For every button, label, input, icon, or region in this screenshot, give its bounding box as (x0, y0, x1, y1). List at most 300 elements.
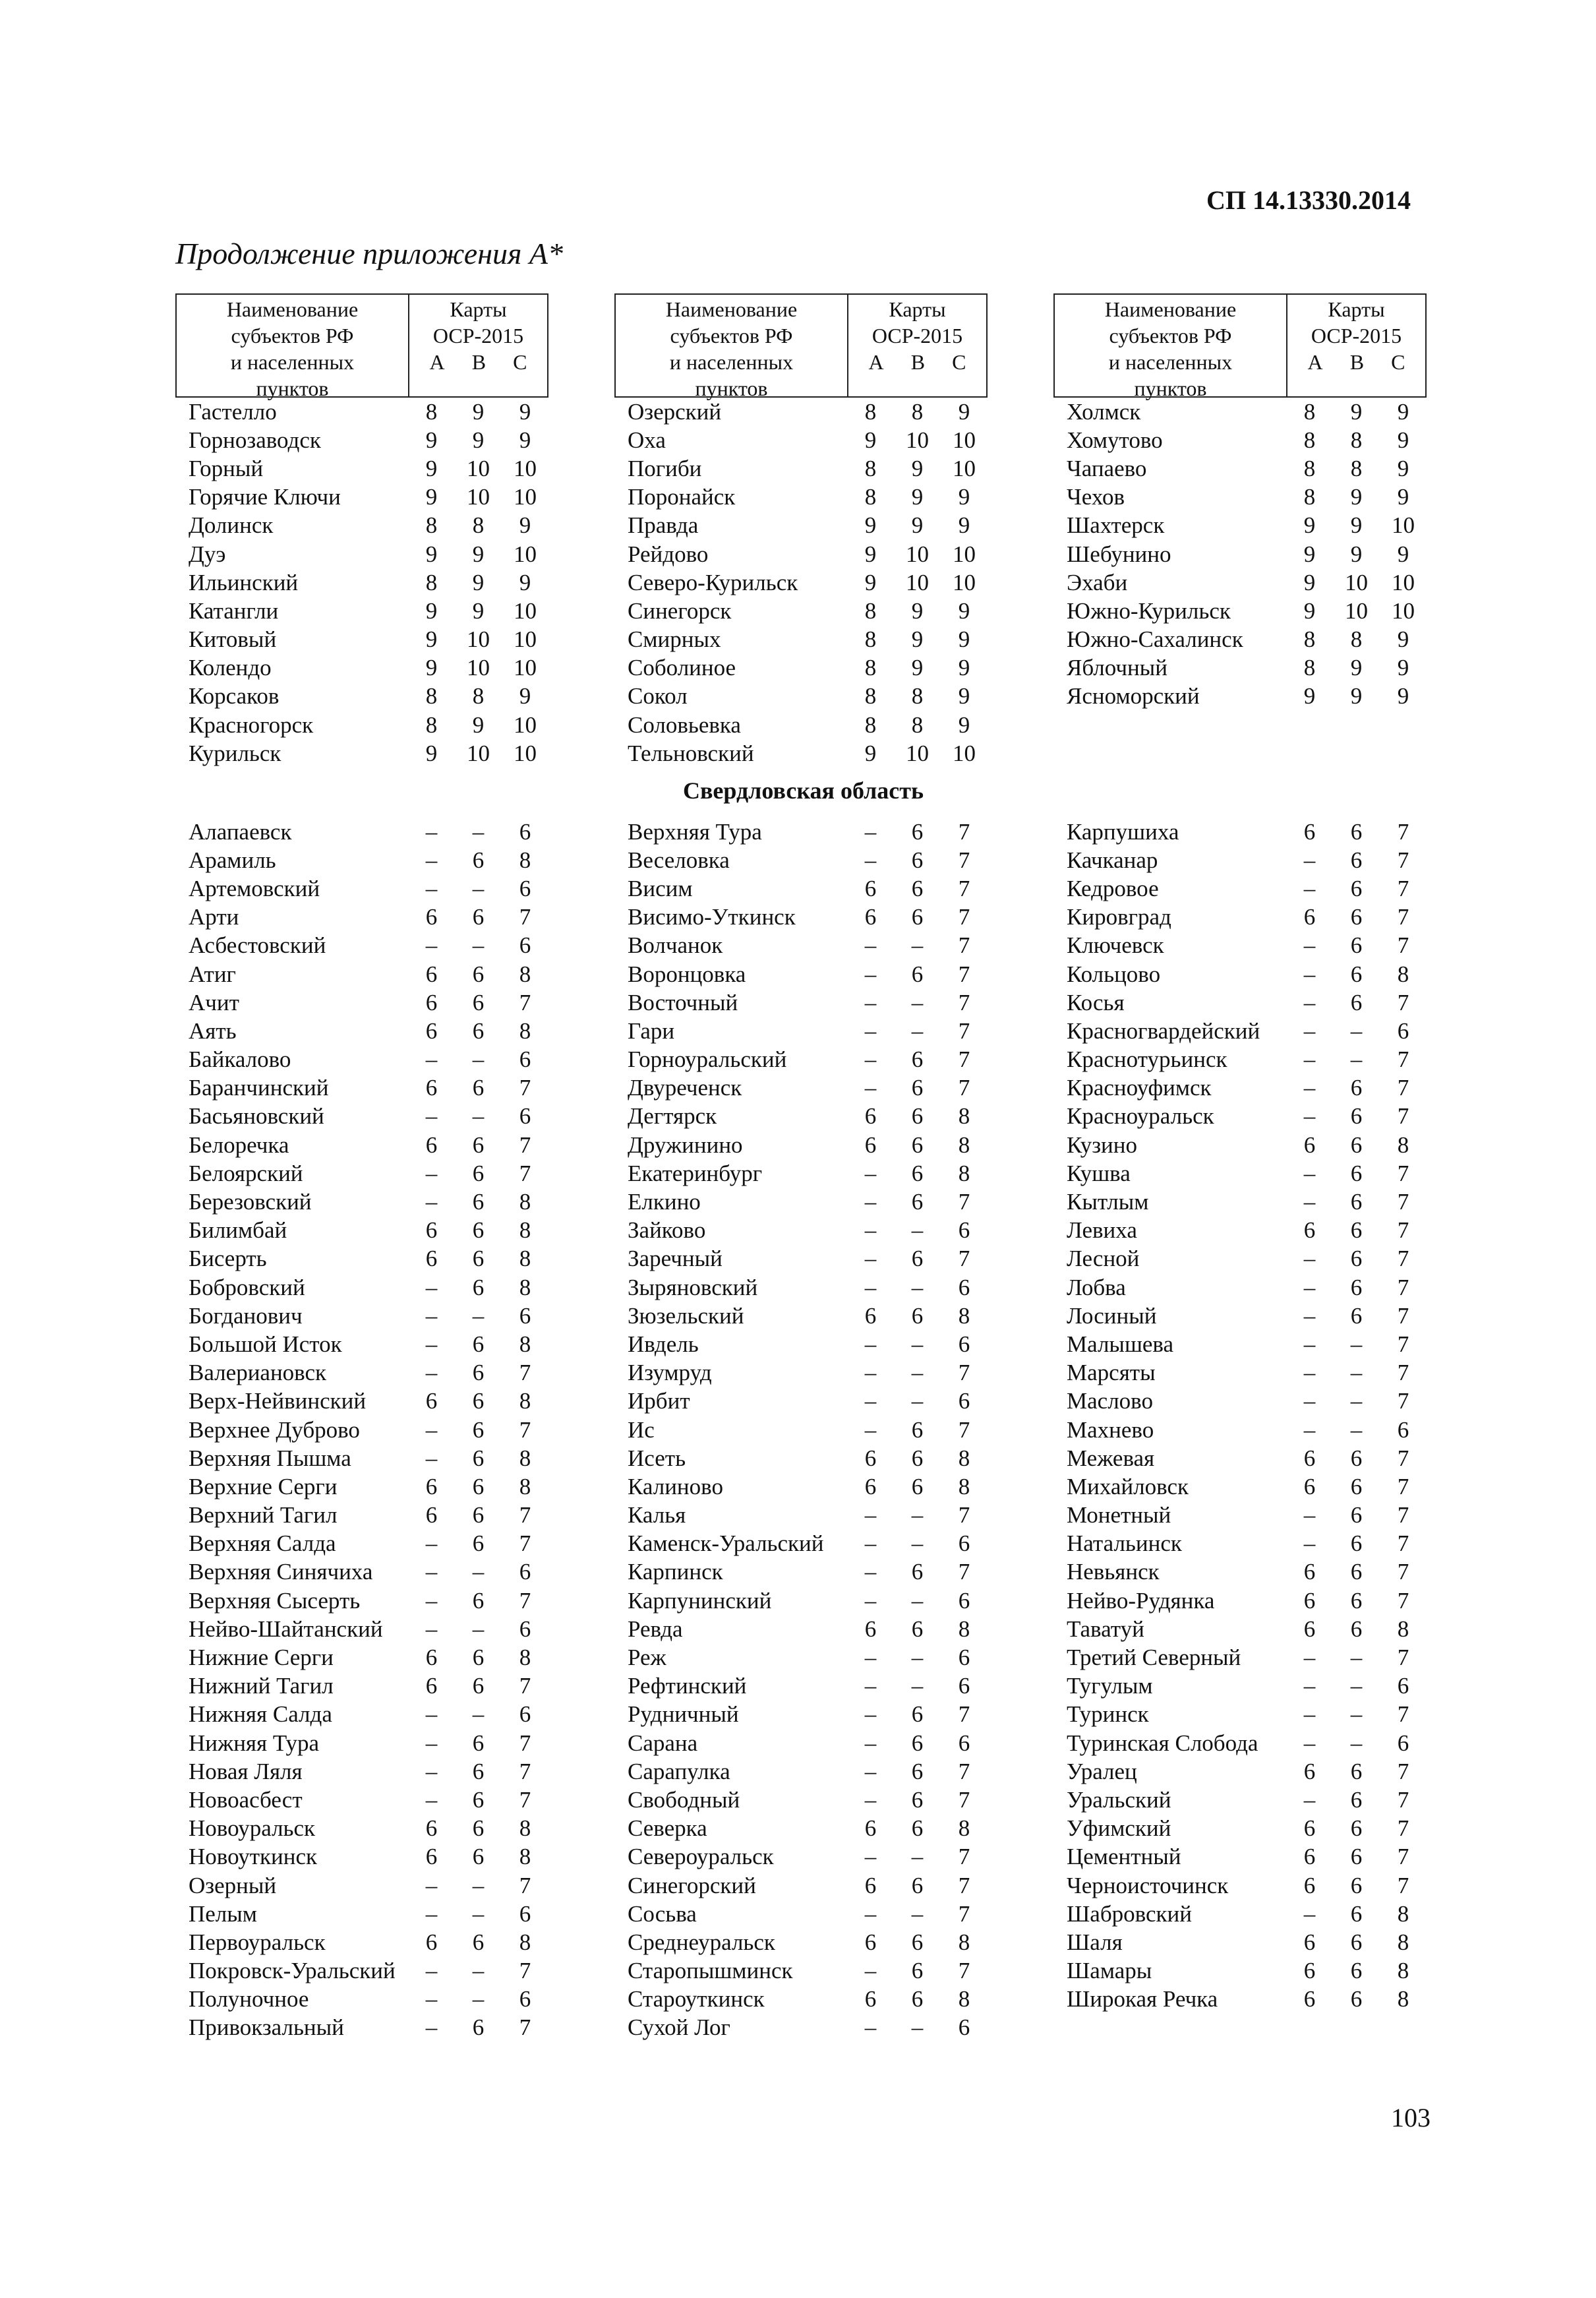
value-a: – (425, 1786, 438, 1813)
value-c: 8 (519, 1844, 531, 1870)
settlement-name: Катангли (189, 597, 279, 624)
table-row (175, 1444, 548, 1472)
table-row (1053, 626, 1427, 654)
header-name-cell (1055, 295, 1287, 400)
value-c: 8 (519, 1645, 531, 1671)
value-c: 6 (519, 1900, 531, 1927)
table-row (1053, 1615, 1427, 1643)
table-row (614, 932, 988, 960)
value-b: 6 (1350, 1075, 1363, 1101)
value-c: 8 (519, 1246, 531, 1272)
value-b: 8 (911, 683, 924, 710)
value-a: – (1303, 961, 1316, 987)
value-a: 6 (864, 1445, 877, 1471)
value-b: – (911, 1331, 924, 1357)
settlement-name: Шамары (1067, 1958, 1152, 1984)
settlement-name: Горячие Ключи (189, 484, 341, 510)
settlement-name: Левиха (1067, 1217, 1137, 1244)
settlement-name: Полуночное (189, 1986, 309, 2012)
settlement-name: Сарана (628, 1730, 698, 1756)
header-name-line: и населенных (230, 350, 355, 374)
settlement-name: Волчанок (628, 932, 723, 959)
settlement-name: Изумруд (628, 1360, 712, 1386)
settlement-name: Верхний Тагил (189, 1502, 338, 1528)
settlement-name: Оха (628, 427, 666, 453)
settlement-name: Старопышминск (628, 1958, 793, 1984)
table-row (175, 1017, 548, 1045)
settlement-name: Чехов (1067, 484, 1125, 510)
value-a: 9 (425, 427, 438, 453)
table-row (175, 483, 548, 512)
value-b: 9 (911, 484, 924, 510)
header-name-line: Наименование (1104, 297, 1237, 321)
settlement-name: Воронцовка (628, 961, 746, 987)
value-c: 8 (958, 1302, 970, 1329)
value-c: 9 (958, 655, 970, 681)
value-b: 6 (1350, 1246, 1363, 1272)
value-c: 7 (958, 1872, 970, 1898)
settlement-name: Озерный (189, 1872, 277, 1898)
table-row (614, 568, 988, 597)
table-row (175, 654, 548, 682)
table-row (614, 1985, 988, 2014)
table-row (614, 1672, 988, 1701)
value-a: 9 (1303, 541, 1316, 567)
value-a: – (864, 1844, 877, 1870)
value-c: 7 (958, 1559, 970, 1585)
value-b: 10 (906, 740, 929, 766)
value-a: – (425, 1900, 438, 1927)
settlement-name: Кольцово (1067, 961, 1161, 987)
table-row (614, 1786, 988, 1814)
value-a: – (425, 1958, 438, 1984)
sverdlovsk-rows (175, 818, 548, 2042)
value-b: 9 (1350, 683, 1363, 710)
value-a: 6 (425, 1075, 438, 1101)
value-c: 7 (958, 1786, 970, 1813)
value-b: 6 (472, 1844, 485, 1870)
value-a: – (425, 1331, 438, 1357)
value-b: – (1350, 1017, 1363, 1044)
value-b: – (911, 1645, 924, 1671)
value-a: 8 (864, 455, 877, 481)
value-a: 6 (1303, 1929, 1316, 1955)
value-a: 6 (425, 1388, 438, 1414)
table-row (1053, 1701, 1427, 1729)
settlement-name: Ильинский (189, 569, 299, 595)
table-row (175, 1273, 548, 1302)
sverdlovsk-rows (614, 818, 988, 2042)
settlement-name: Лобва (1067, 1274, 1126, 1300)
value-c: 6 (958, 1388, 970, 1414)
value-b: 6 (472, 1730, 485, 1756)
value-a: – (1303, 1730, 1316, 1756)
value-c: 7 (958, 1416, 970, 1443)
table-row (1053, 540, 1427, 568)
table-row (614, 1188, 988, 1216)
value-b: 6 (1350, 1530, 1363, 1557)
value-c: 7 (519, 1360, 531, 1386)
value-a: 8 (425, 398, 438, 425)
value-b: 6 (1350, 1302, 1363, 1329)
table-row (1053, 1416, 1427, 1444)
table-row (614, 1330, 988, 1358)
settlement-name: Кушва (1067, 1160, 1131, 1186)
subtitle: Продолжение приложения А* (175, 237, 564, 270)
table-row (1053, 1871, 1427, 1900)
value-b: 6 (911, 904, 924, 930)
value-b: 6 (472, 1445, 485, 1471)
value-a: 6 (864, 1132, 877, 1158)
value-b: 9 (472, 569, 485, 595)
value-a: 6 (425, 1815, 438, 1842)
header-name-line: и населенных (1108, 350, 1233, 374)
value-c: 7 (958, 1900, 970, 1927)
value-b: 6 (911, 1559, 924, 1585)
value-c: 9 (958, 626, 970, 653)
value-a: 8 (1303, 484, 1316, 510)
settlement-name: Соболиное (628, 655, 736, 681)
value-a: 6 (425, 1673, 438, 1699)
table-row (175, 1757, 548, 1786)
table-row (175, 626, 548, 654)
table-row (1053, 1985, 1427, 2014)
value-a: – (1303, 1331, 1316, 1357)
value-a: 6 (425, 1844, 438, 1870)
value-b: – (1350, 1730, 1363, 1756)
value-b: 10 (467, 626, 490, 653)
value-a: – (425, 1986, 438, 2012)
value-a: – (864, 1559, 877, 1585)
value-c: 8 (519, 1929, 531, 1955)
value-b: 6 (911, 1929, 924, 1955)
header-a: А (1307, 350, 1323, 374)
value-a: 9 (864, 740, 877, 766)
value-a: – (864, 1189, 877, 1215)
table-header (1053, 293, 1427, 398)
table-row (175, 1245, 548, 1273)
value-a: – (425, 1302, 438, 1329)
value-b: 10 (1345, 569, 1368, 595)
settlement-name: Верхняя Салда (189, 1530, 336, 1557)
table-row (614, 960, 988, 988)
value-c: 7 (958, 1701, 970, 1728)
table-row (175, 1330, 548, 1358)
value-c: 8 (958, 1132, 970, 1158)
value-c: 10 (514, 541, 537, 567)
value-a: 9 (864, 569, 877, 595)
header-name-line: пунктов (695, 377, 768, 400)
value-c: 9 (1397, 541, 1409, 567)
page-number: 103 (1391, 2103, 1431, 2132)
value-c: 6 (1397, 1673, 1409, 1699)
value-b: 6 (472, 2014, 485, 2041)
value-c: 7 (519, 1530, 531, 1557)
table-row (1053, 597, 1427, 625)
value-b: 6 (1350, 989, 1363, 1015)
value-b: 6 (1350, 818, 1363, 845)
value-c: 9 (519, 427, 531, 453)
settlement-name: Шахтерск (1067, 512, 1165, 539)
settlement-name: Кытлым (1067, 1189, 1149, 1215)
table-row (614, 711, 988, 739)
value-c: 8 (519, 1445, 531, 1471)
table-row (614, 874, 988, 903)
value-b: 6 (1350, 1274, 1363, 1300)
value-b: 6 (911, 1815, 924, 1842)
settlement-name: Кузино (1067, 1132, 1137, 1158)
value-b: – (1350, 1701, 1363, 1728)
header-c: С (513, 350, 527, 374)
settlement-name: Уральский (1067, 1786, 1171, 1813)
value-c: 10 (514, 597, 537, 624)
settlement-name: Сарапулка (628, 1758, 730, 1784)
value-c: 7 (1397, 1103, 1409, 1130)
table-row (175, 739, 548, 768)
value-a: – (1303, 1701, 1316, 1728)
value-c: 9 (519, 683, 531, 710)
value-a: – (425, 1758, 438, 1784)
value-b: 6 (911, 1189, 924, 1215)
value-a: 9 (864, 427, 877, 453)
sakhalin-rows (175, 398, 548, 768)
value-a: 9 (1303, 683, 1316, 710)
value-c: 6 (958, 1331, 970, 1357)
settlement-name: Красноуфимск (1067, 1075, 1212, 1101)
settlement-name: Красногорск (189, 711, 314, 738)
value-c: 8 (1397, 1900, 1409, 1927)
settlement-name: Красногвардейский (1067, 1017, 1260, 1044)
table-row (175, 597, 548, 625)
table-row (614, 597, 988, 625)
settlement-name: Верхнее Дуброво (189, 1416, 360, 1443)
table-row (175, 1387, 548, 1416)
settlement-name: Валериановск (189, 1360, 327, 1386)
table-row (1053, 1672, 1427, 1701)
value-b: 6 (911, 1103, 924, 1130)
value-c: 10 (514, 484, 537, 510)
value-b: 9 (911, 597, 924, 624)
header-name-line: пунктов (1134, 377, 1207, 400)
value-c: 7 (1397, 1274, 1409, 1300)
table-row (614, 1387, 988, 1416)
settlement-name: Березовский (189, 1189, 312, 1215)
table-row (1053, 1444, 1427, 1472)
table-row (614, 426, 988, 454)
header-a: А (429, 350, 445, 374)
value-c: 7 (958, 1017, 970, 1044)
value-c: 8 (958, 1160, 970, 1186)
value-b: 6 (472, 1217, 485, 1244)
value-c: 8 (958, 1616, 970, 1642)
value-c: 6 (519, 932, 531, 959)
header-name-line: пунктов (256, 377, 329, 400)
table-row (175, 1786, 548, 1814)
value-b: 6 (1350, 1160, 1363, 1186)
value-a: – (1303, 1502, 1316, 1528)
value-c: 7 (519, 989, 531, 1015)
value-a: – (864, 1587, 877, 1614)
settlement-name: Дегтярск (628, 1103, 717, 1130)
value-c: 7 (1397, 1815, 1409, 1842)
settlement-name: Кировград (1067, 904, 1171, 930)
value-b: – (472, 1872, 485, 1898)
value-a: – (1303, 1160, 1316, 1186)
value-c: 7 (958, 1246, 970, 1272)
settlement-name: Бобровский (189, 1274, 305, 1300)
value-b: 6 (1350, 1815, 1363, 1842)
value-b: – (911, 932, 924, 959)
value-c: 8 (519, 1331, 531, 1357)
settlement-name: Китовый (189, 626, 277, 653)
table-row (175, 1985, 548, 2014)
value-a: 8 (864, 484, 877, 510)
value-a: – (864, 1645, 877, 1671)
settlement-name: Эхаби (1067, 569, 1128, 595)
value-c: 7 (958, 875, 970, 901)
value-a: – (864, 1502, 877, 1528)
value-b: 8 (911, 398, 924, 425)
value-c: 8 (519, 1815, 531, 1842)
value-b: 6 (911, 1958, 924, 1984)
settlement-name: Лесной (1067, 1246, 1140, 1272)
header-maps-label: Карты (1328, 297, 1385, 321)
settlement-name: Озерский (628, 398, 722, 425)
value-b: – (911, 1900, 924, 1927)
value-c: 7 (1397, 1189, 1409, 1215)
settlement-name: Цементный (1067, 1844, 1181, 1870)
value-a: 8 (1303, 427, 1316, 453)
value-a: 8 (864, 398, 877, 425)
settlement-name: Калиново (628, 1473, 723, 1499)
value-a: – (864, 1246, 877, 1272)
value-a: – (425, 932, 438, 959)
table-row (614, 1131, 988, 1159)
table-row (614, 1245, 988, 1273)
value-a: – (425, 1872, 438, 1898)
value-c: 8 (1397, 961, 1409, 987)
settlement-name: Долинск (189, 512, 274, 539)
settlement-name: Сокол (628, 683, 688, 710)
value-b: 6 (1350, 1900, 1363, 1927)
value-a: – (864, 1331, 877, 1357)
table-row (175, 1217, 548, 1245)
header-name-line: субъектов РФ (1109, 324, 1232, 348)
table-row (614, 1159, 988, 1188)
value-b: – (472, 1302, 485, 1329)
value-b: 6 (472, 1929, 485, 1955)
settlement-name: Поронайск (628, 484, 736, 510)
settlement-name: Зюзельский (628, 1302, 744, 1329)
value-c: 10 (953, 427, 976, 453)
value-b: – (472, 1958, 485, 1984)
value-b: – (911, 1844, 924, 1870)
table-column-1 (175, 293, 548, 2041)
value-b: 6 (1350, 847, 1363, 873)
value-a: – (864, 1786, 877, 1813)
value-c: 8 (958, 1103, 970, 1130)
value-b: 6 (472, 989, 485, 1015)
table-row (614, 512, 988, 540)
table-row (1053, 454, 1427, 483)
value-b: 8 (1350, 427, 1363, 453)
table-row (614, 398, 988, 426)
settlement-name: Арамиль (189, 847, 276, 873)
table-row (614, 1046, 988, 1074)
settlement-name: Нижняя Салда (189, 1701, 332, 1728)
value-a: 8 (864, 655, 877, 681)
value-b: 6 (1350, 1103, 1363, 1130)
table-row (1053, 1188, 1427, 1216)
table-row (175, 1046, 548, 1074)
settlement-name: Дружинино (628, 1132, 743, 1158)
value-a: 6 (1303, 1132, 1316, 1158)
value-a: – (1303, 1645, 1316, 1671)
header-maps-sub: ОСР-2015 (872, 324, 963, 348)
value-b: 6 (911, 1616, 924, 1642)
value-c: 7 (1397, 1246, 1409, 1272)
settlement-name: Синегорский (628, 1872, 756, 1898)
value-a: – (864, 1046, 877, 1073)
header-b: В (471, 350, 487, 374)
table-row (175, 1587, 548, 1615)
table-row (614, 682, 988, 711)
value-b: 9 (911, 512, 924, 539)
settlement-name: Косья (1067, 989, 1125, 1015)
table-row (614, 1530, 988, 1558)
value-a: – (425, 1730, 438, 1756)
value-c: 10 (953, 569, 976, 595)
table-row (1053, 426, 1427, 454)
value-a: – (425, 1046, 438, 1073)
value-c: 9 (958, 597, 970, 624)
value-b: 6 (472, 1416, 485, 1443)
value-a: – (864, 961, 877, 987)
table-row (614, 1217, 988, 1245)
value-b: 6 (911, 1473, 924, 1499)
value-a: – (1303, 1103, 1316, 1130)
table-row (614, 654, 988, 682)
settlement-name: Горнозаводск (189, 427, 321, 453)
settlement-name: Верхние Серги (189, 1473, 338, 1499)
settlement-name: Веселовка (628, 847, 730, 873)
value-b: 6 (472, 1587, 485, 1614)
value-c: 6 (519, 818, 531, 845)
table-row (614, 1558, 988, 1587)
value-a: 6 (425, 1246, 438, 1272)
value-c: 7 (519, 1160, 531, 1186)
value-b: 10 (467, 484, 490, 510)
settlement-name: Асбестовский (189, 932, 326, 959)
settlement-name: Ревда (628, 1616, 683, 1642)
value-a: – (425, 1616, 438, 1642)
value-a: 6 (1303, 1473, 1316, 1499)
value-b: 9 (1350, 398, 1363, 425)
value-c: 9 (958, 683, 970, 710)
value-c: 10 (1392, 512, 1415, 539)
value-c: 6 (519, 1302, 531, 1329)
value-c: 6 (958, 2014, 970, 2041)
value-a: 8 (425, 711, 438, 738)
table-row (175, 682, 548, 711)
value-c: 9 (519, 569, 531, 595)
settlement-name: Гастелло (189, 398, 277, 425)
settlement-name: Корсаков (189, 683, 280, 710)
value-a: – (425, 1701, 438, 1728)
value-a: – (1303, 1274, 1316, 1300)
value-b: 6 (472, 1502, 485, 1528)
value-b: 6 (1350, 1958, 1363, 1984)
